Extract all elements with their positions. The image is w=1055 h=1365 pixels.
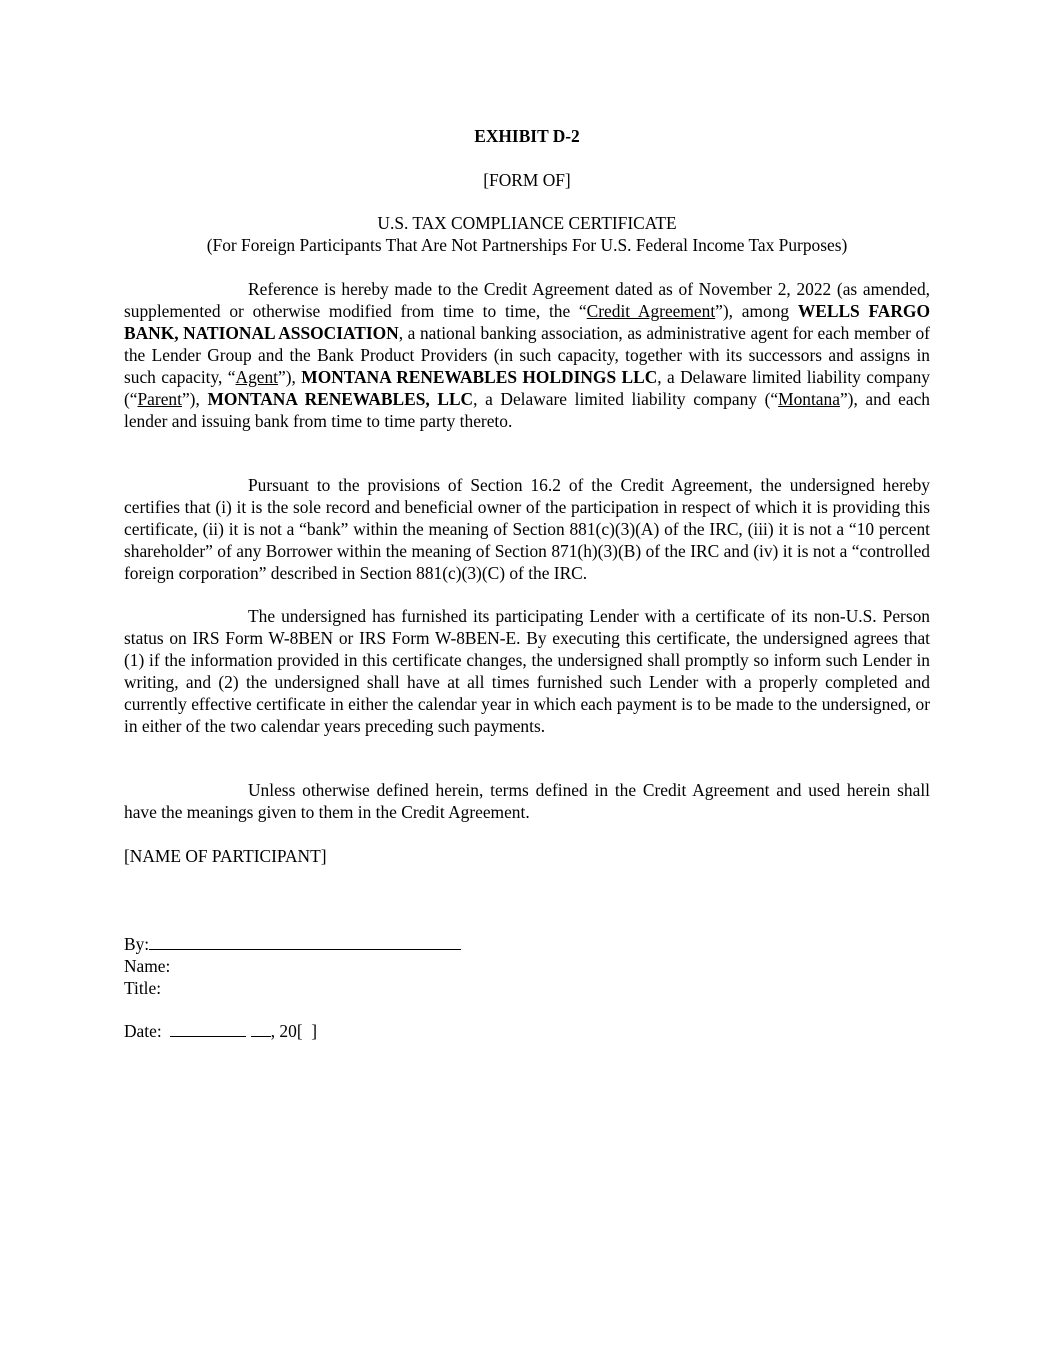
paragraph1-text-4: ”), [278,367,302,387]
paragraph4-text: Unless otherwise defined herein, terms defined in the Credit Agreement and used herein shall have the meanings given to them in the Credit Agreement. [124,780,930,822]
certificate-title: U.S. TAX COMPLIANCE CERTIFICATE [377,213,677,233]
title-label: Title: [124,978,162,998]
date-year-suffix: , 20[ ] [270,1021,318,1041]
paragraph1-text-8: ”), and each lender and issuing bank from time to time party thereto. [124,389,930,431]
defined-term-montana: Montana [778,389,840,409]
participant-name: [NAME OF PARTICIPANT] [124,846,327,866]
paragraph1-text-3: , a national banking association, as administrative agent for each member of the Lender Group and the Bank Product Providers (in such capacity, together with its successors and assigns in such capacity, “ [124,323,930,387]
date-label: Date: [124,1021,162,1041]
date-day-blank [251,1019,271,1037]
paragraph-certification [124,474,930,584]
party-montana-holdings: MONTANA RENEWABLES HOLDINGS LLC [301,367,658,387]
signature-line [149,932,461,950]
paragraph2-text: Pursuant to the provisions of Section 16.2 of the Credit Agreement, the undersigned hereby certifies that (i) it is the sole record and beneficial owner of the participation in respect of which it is providing this certificate, (ii) it is not a “bank” within the meaning of Section 881(c)(3)(A) of the IRC, (iii) it is not a “10 percent shareholder” of any Borrower within the meaning of Section 871(h)(3)(B) of the IRC and (iv) it is not a “controlled foreign corporation” described in Section 881(c)(3)(C) of the IRC. [124,475,930,583]
by-line [124,932,461,955]
exhibit-title: EXHIBIT D-2 [474,126,580,146]
certificate-subtitle: (For Foreign Participants That Are Not Partnerships For U.S. Federal Income Tax Purposes) [206,235,848,255]
paragraph-definitions [124,779,930,823]
form-of-label: [FORM OF] [483,170,571,190]
certificate-heading [124,212,930,256]
paragraph1-text-1: Reference is hereby made to the Credit Agreement dated as of November 2, 2022 (as amended, supplemented or otherwise modified from time to time, the “ [124,279,930,321]
date-line [124,1019,317,1042]
signature-block [124,932,461,999]
party-wells-fargo: WELLS FARGO BANK, NATIONAL ASSOCIATION [124,301,930,343]
defined-term-agent: Agent [235,367,279,387]
paragraph3-text: The undersigned has furnished its participating Lender with a certificate of its non-U.S. Person status on IRS Form W-8BEN or IRS Form W-8BEN-E. By executing this certificate, the undersigned agrees that (1) if the information provided in this certificate changes, the undersigned shall promptly so inform such Lender in writing, and (2) the undersigned shall have at all times furnished such Lender with a properly completed and currently effective certificate in either the calendar year in which each payment is to be made to the undersigned, or in either of the two calendar years preceding such payments. [124,606,930,736]
defined-term-parent: Parent [137,389,182,409]
paragraph1-text-2: ”), among [715,301,798,321]
paragraph1-text-5: , a Delaware limited liability company (“ [124,367,930,409]
by-label: By: [124,934,150,954]
party-montana-renewables: MONTANA RENEWABLES, LLC [207,389,474,409]
paragraph1-text-6: ”), [181,389,208,409]
paragraph1-text-7: , a Delaware limited liability company (“ [473,389,779,409]
date-month-blank [170,1019,246,1037]
defined-term-credit-agreement: Credit Agreement [586,301,716,321]
name-label: Name: [124,956,171,976]
paragraph-reference [124,278,930,432]
paragraph-form-status [124,605,930,737]
